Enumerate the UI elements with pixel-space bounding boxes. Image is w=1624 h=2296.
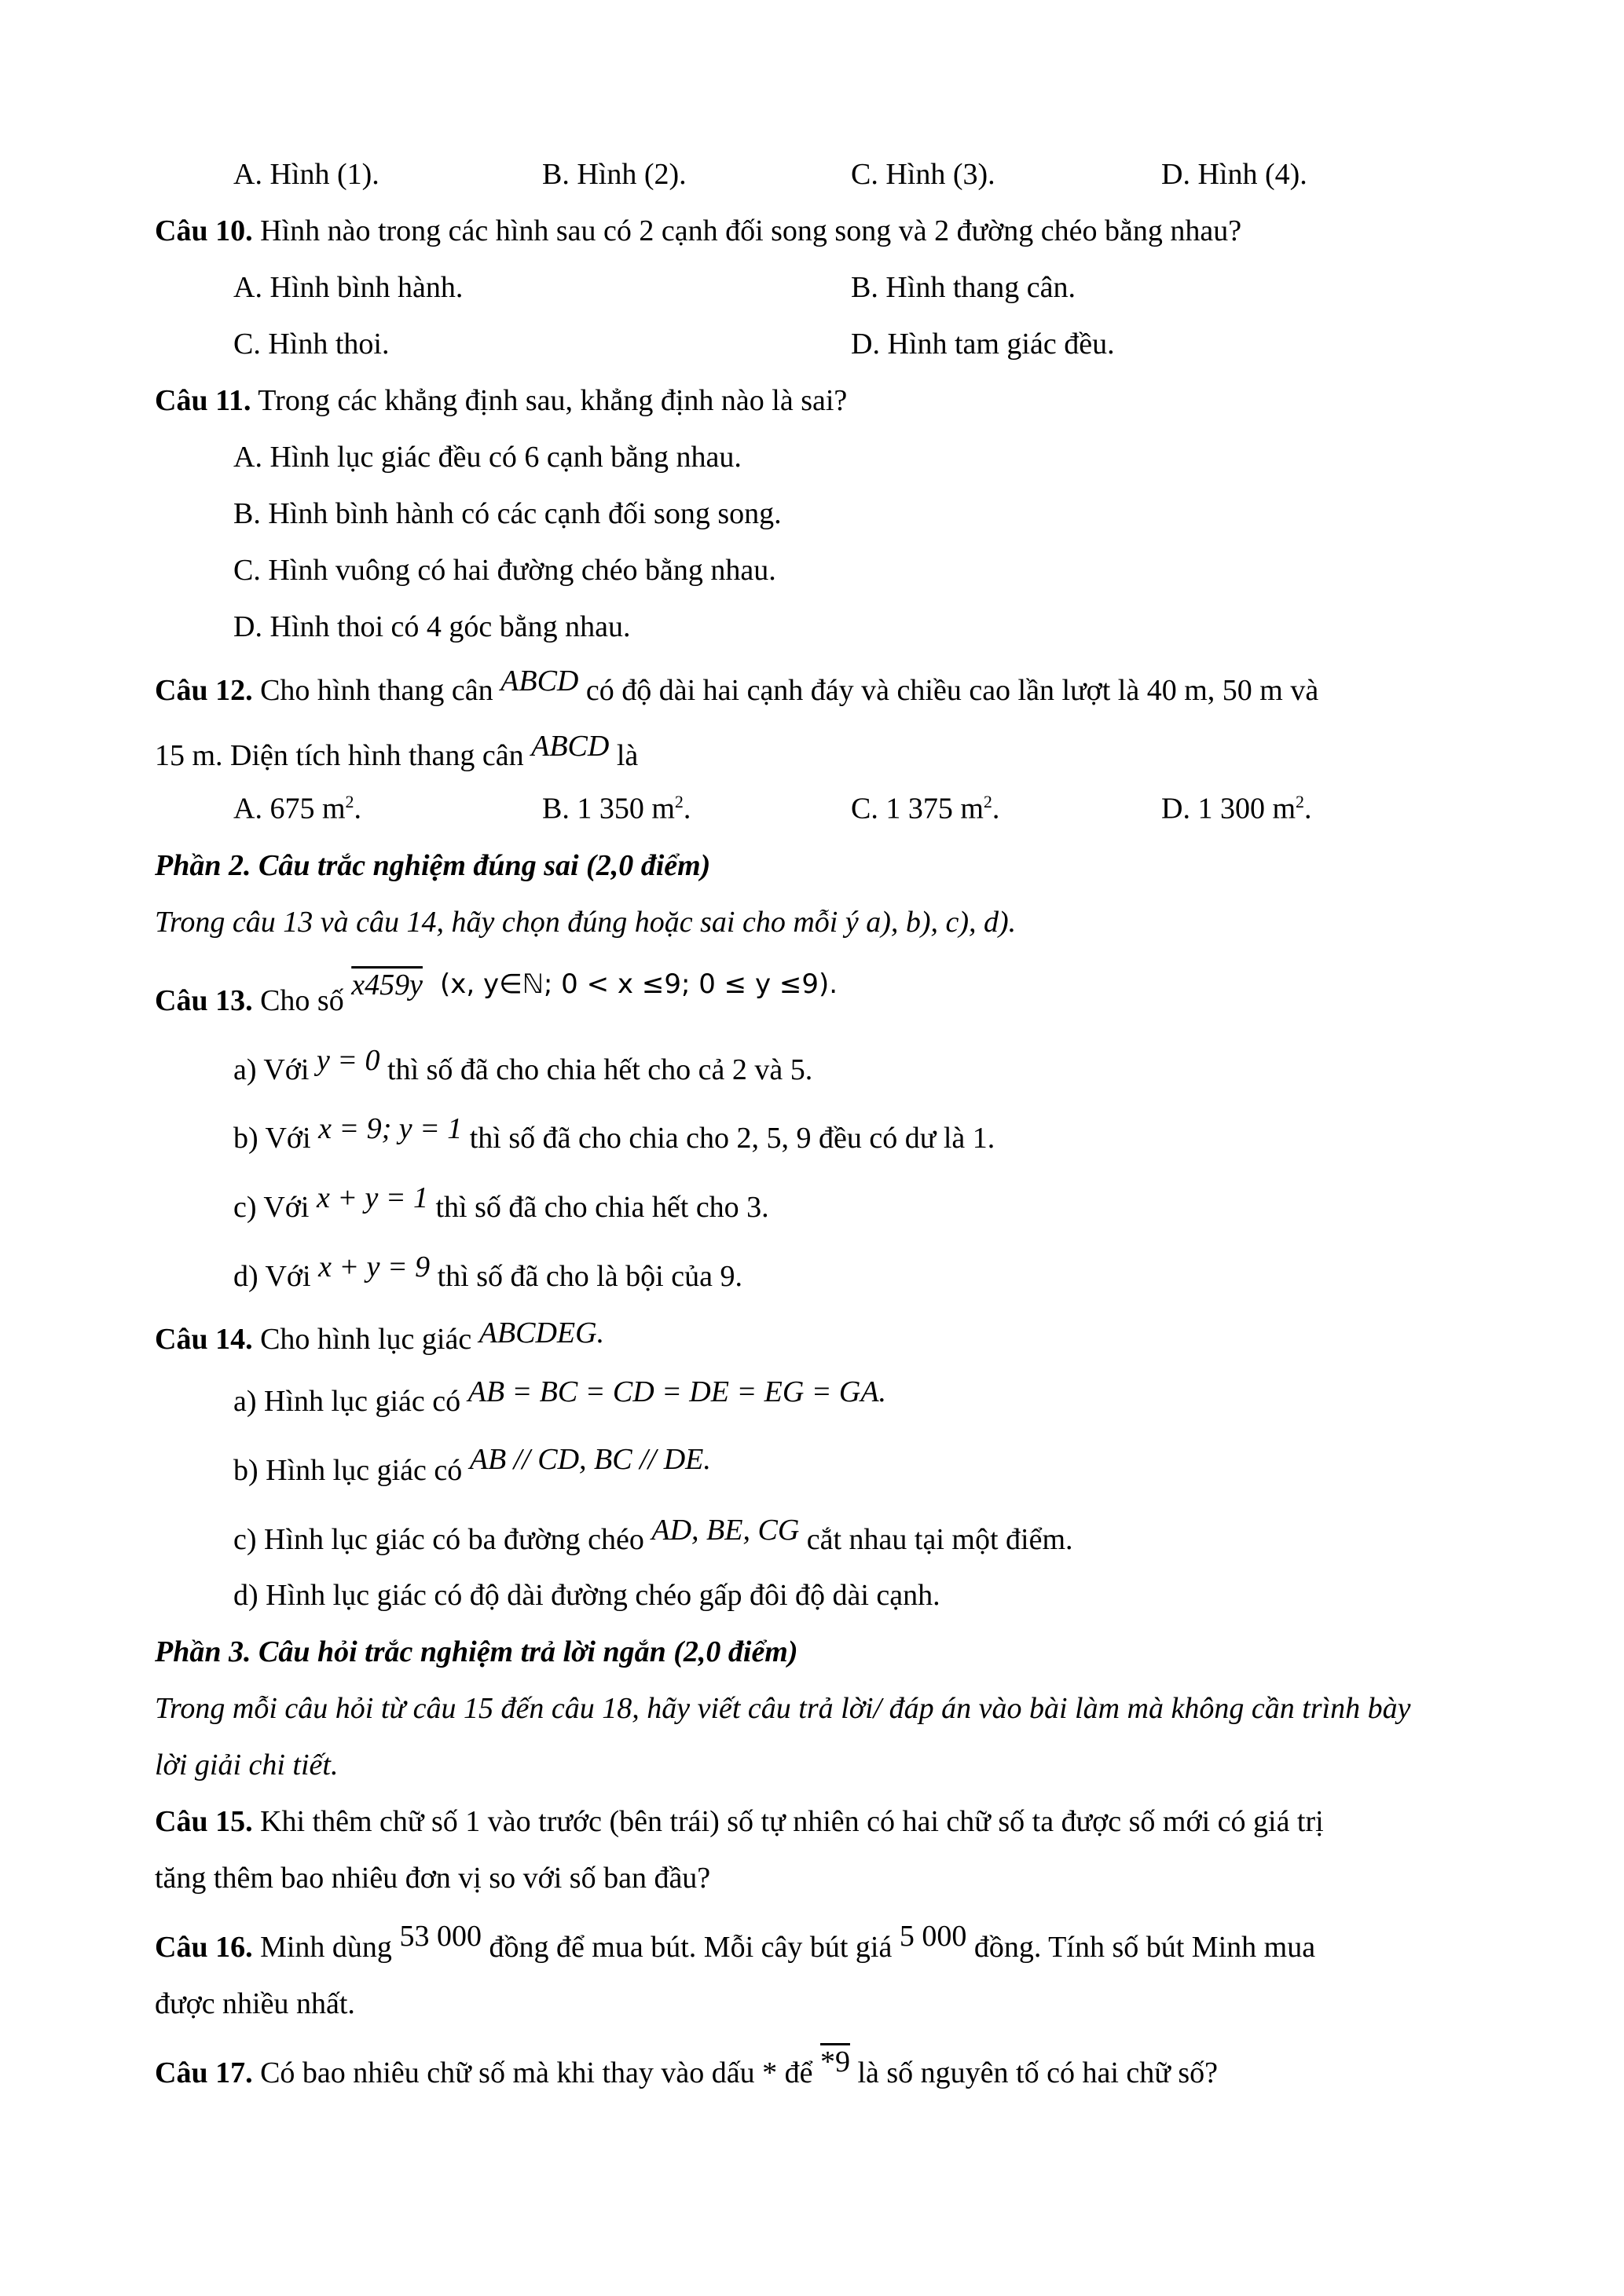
q13-item-b-math: x = 9; y = 1 xyxy=(318,1112,463,1145)
q13-item-c: c) Với x + y = 1 thì số đã cho chia hết cho 3. xyxy=(233,1181,769,1224)
part3-intro-line2: lời giải chi tiết. xyxy=(155,1749,339,1782)
q16-stem-line2: được nhiều nhất. xyxy=(155,1987,355,2020)
q14-item-c: c) Hình lục giác có ba đường chéo AD, BE, CG cắt nhau tại một điểm. xyxy=(233,1514,1073,1556)
q13-text: Cho số xyxy=(252,984,352,1017)
q12-text2: có độ dài hai cạnh đáy và chiều cao lần lượt là 40 m, 50 m và xyxy=(578,674,1319,707)
q13-item-b: b) Với x = 9; y = 1 thì số đã cho chia cho 2, 5, 9 đều có dư là 1. xyxy=(233,1112,995,1155)
q11-option-a: A. Hình lục giác đều có 6 cạnh bằng nhau. xyxy=(233,441,742,474)
q12-text1: Cho hình thang cân xyxy=(252,674,501,707)
q11-option-b: B. Hình bình hành có các cạnh đối song song. xyxy=(233,497,782,530)
q17-number: *9 xyxy=(819,2045,850,2078)
q14-item-b: b) Hình lục giác có AB // CD, BC // DE. xyxy=(233,1443,711,1487)
q15-label: Câu 15. xyxy=(155,1805,253,1838)
q10-option-a: A. Hình bình hành. xyxy=(233,271,464,304)
q12-math-abcd: ABCD xyxy=(500,665,579,698)
q12-text4: là xyxy=(609,739,639,772)
q12-text3: 15 m. Diện tích hình thang cân xyxy=(155,739,532,772)
q13-item-c-math: x + y = 1 xyxy=(316,1181,428,1214)
q11-option-c: C. Hình vuông có hai đường chéo bằng nhau. xyxy=(233,554,776,587)
q12-option-c: C. 1 375 $m^2$. xyxy=(851,792,1000,826)
q9-option-a: A. Hình (1). xyxy=(233,158,379,191)
q13-item-d-math: x + y = 9 xyxy=(318,1251,431,1283)
q10-label: Câu 10. xyxy=(155,214,253,247)
q12-stem-line2 xyxy=(155,730,639,772)
q10-option-c: C. Hình thoi. xyxy=(233,328,390,361)
q17-text2: là số nguyên tố có hai chữ số? xyxy=(849,2056,1219,2089)
q12-option-a: A. 675 $m^2$. xyxy=(233,792,361,826)
q11-stem xyxy=(155,386,847,416)
q16-amount-total: 53 000 xyxy=(399,1920,482,1953)
q17-text1: Có bao nhiêu chữ số mà khi thay vào dấu * để xyxy=(252,2056,820,2089)
q14-math: ABCDEG. xyxy=(478,1316,605,1349)
q16-amount-price: 5 000 xyxy=(899,1920,967,1953)
q15-text1: Khi thêm chữ số 1 vào trước (bên trái) số tự nhiên có hai chữ số ta được số mới có giá trị xyxy=(252,1805,1324,1838)
q14-stem xyxy=(155,1316,605,1356)
part3-intro-line1: Trong mỗi câu hỏi từ câu 15 đến câu 18, hãy viết câu trả lời/ đáp án vào bài làm mà không cần trình bày xyxy=(155,1692,1411,1725)
q14-text: Cho hình lục giác xyxy=(252,1323,479,1356)
q11-option-d: D. Hình thoi có 4 góc bằng nhau. xyxy=(233,610,631,643)
q10-text: Hình nào trong các hình sau có 2 cạnh đối song song và 2 đường chéo bằng nhau? xyxy=(252,214,1242,247)
q12-option-b: B. 1 350 $m^2$. xyxy=(542,792,691,826)
q12-option-d: D. 1 300 $m^2$. xyxy=(1161,792,1312,826)
q16-stem-line1 xyxy=(155,1920,1316,1964)
q10-option-b: B. Hình thang cân. xyxy=(851,271,1076,304)
q13-item-d: d) Với x + y = 9 thì số đã cho là bội của 9. xyxy=(233,1251,742,1293)
q11-label: Câu 11. xyxy=(155,384,251,417)
q15-stem-line1 xyxy=(155,1807,1324,1836)
q14-label: Câu 14. xyxy=(155,1323,253,1356)
q13-label: Câu 13. xyxy=(155,984,253,1017)
q12-math-abcd-2: ABCD xyxy=(531,730,610,763)
q17-stem xyxy=(155,2045,1219,2089)
q13-condition: (x, y∈ℕ; 0 < x ≤9; 0 ≤ y ≤9). xyxy=(439,969,838,1000)
q14-item-c-math: AD, BE, CG xyxy=(651,1514,800,1547)
part2-intro: Trong câu 13 và câu 14, hãy chọn đúng hoặc sai cho mỗi ý a), b), c), d). xyxy=(155,906,1017,939)
part3-title: Phần 3. Câu hỏi trắc nghiệm trả lời ngắn (2,0 điểm) xyxy=(155,1635,798,1668)
part2-title: Phần 2. Câu trắc nghiệm đúng sai (2,0 điểm) xyxy=(155,849,711,882)
q10-option-d: D. Hình tam giác đều. xyxy=(851,328,1115,361)
q12-stem-line1 xyxy=(155,665,1319,707)
q14-item-b-math: AB // CD, BC // DE. xyxy=(469,1443,711,1476)
q10-stem xyxy=(155,216,1241,246)
q9-option-b: B. Hình (2). xyxy=(542,158,687,191)
q13-item-a-math: y = 0 xyxy=(316,1044,380,1077)
q17-label: Câu 17. xyxy=(155,2056,253,2089)
q13-number: x459y xyxy=(351,969,423,1002)
q16-text3: đồng. Tính số bút Minh mua xyxy=(966,1931,1316,1964)
q14-item-a: a) Hình lục giác có AB = BC = CD = DE = EG = GA. xyxy=(233,1375,887,1418)
q16-label: Câu 16. xyxy=(155,1931,253,1964)
q13-stem xyxy=(155,969,838,1017)
q12-label: Câu 12. xyxy=(155,674,253,707)
q9-option-d: D. Hình (4). xyxy=(1161,158,1307,191)
q15-stem-line2: tăng thêm bao nhiêu đơn vị so với số ban đầu? xyxy=(155,1862,711,1895)
q11-text: Trong các khẳng định sau, khẳng định nào là sai? xyxy=(251,384,848,417)
q14-item-d: d) Hình lục giác có độ dài đường chéo gấp đôi độ dài cạnh. xyxy=(233,1579,940,1612)
q16-text2: đồng để mua bút. Mỗi cây bút giá xyxy=(481,1931,900,1964)
q9-option-c: C. Hình (3). xyxy=(851,158,995,191)
q13-item-a: a) Với y = 0 thì số đã cho chia hết cho cả 2 và 5. xyxy=(233,1044,813,1086)
q14-item-a-math: AB = BC = CD = DE = EG = GA. xyxy=(467,1375,887,1408)
q16-text1: Minh dùng xyxy=(252,1931,400,1964)
